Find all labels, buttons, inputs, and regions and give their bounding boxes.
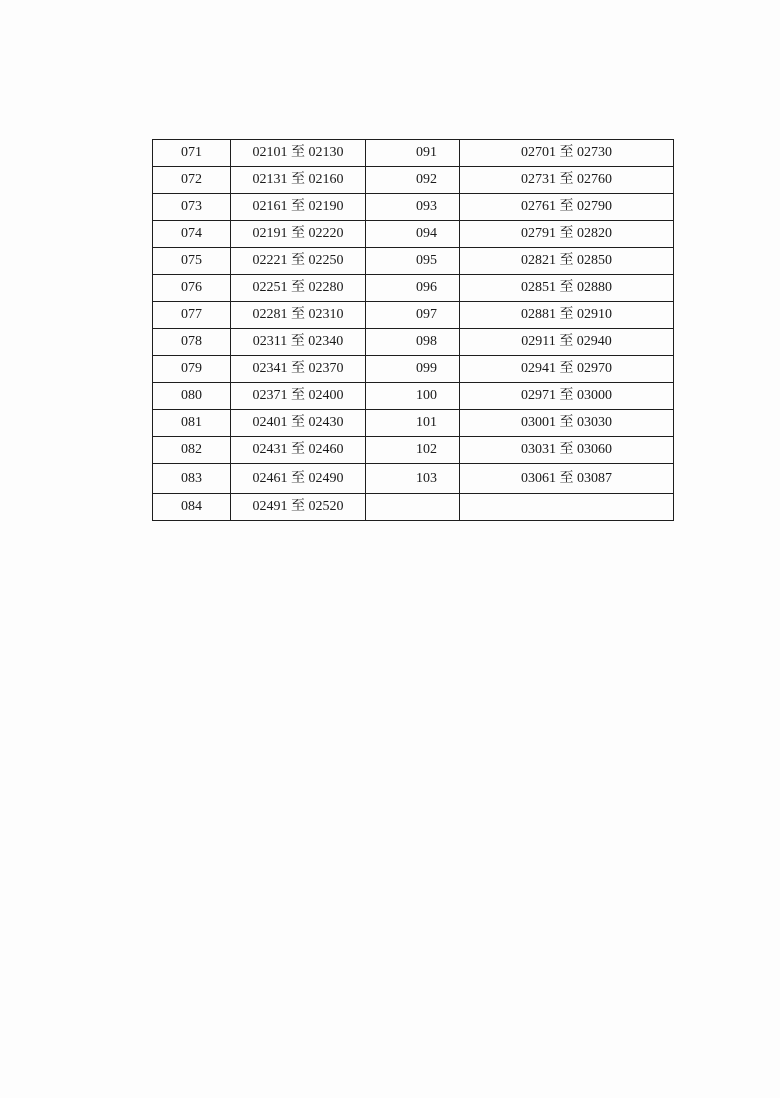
group-number-cell: 096 (366, 275, 460, 302)
range-cell: 02161 至 02190 (231, 194, 366, 221)
range-cell: 02881 至 02910 (460, 302, 674, 329)
range-cell (460, 494, 674, 521)
group-number-cell: 100 (366, 383, 460, 410)
group-number-cell: 098 (366, 329, 460, 356)
group-number-cell: 095 (366, 248, 460, 275)
range-cell: 02911 至 02940 (460, 329, 674, 356)
table-row (153, 410, 674, 437)
range-cell: 02191 至 02220 (231, 221, 366, 248)
range-cell: 02941 至 02970 (460, 356, 674, 383)
number-range-table (152, 139, 674, 521)
range-cell: 02461 至 02490 (231, 464, 366, 494)
range-cell: 02431 至 02460 (231, 437, 366, 464)
group-number-cell: 081 (153, 410, 231, 437)
table-row (153, 248, 674, 275)
group-number-cell: 076 (153, 275, 231, 302)
range-cell: 02221 至 02250 (231, 248, 366, 275)
range-cell: 02731 至 02760 (460, 167, 674, 194)
range-cell: 02761 至 02790 (460, 194, 674, 221)
range-cell: 02971 至 03000 (460, 383, 674, 410)
range-cell: 02131 至 02160 (231, 167, 366, 194)
range-cell: 02851 至 02880 (460, 275, 674, 302)
table-row (153, 221, 674, 248)
group-number-cell: 072 (153, 167, 231, 194)
range-cell: 02311 至 02340 (231, 329, 366, 356)
table-row (153, 494, 674, 521)
group-number-cell: 080 (153, 383, 231, 410)
group-number-cell: 082 (153, 437, 231, 464)
range-cell: 02491 至 02520 (231, 494, 366, 521)
range-cell: 02821 至 02850 (460, 248, 674, 275)
table-row (153, 302, 674, 329)
table-row (153, 167, 674, 194)
group-number-cell: 073 (153, 194, 231, 221)
table-row (153, 329, 674, 356)
range-cell: 02101 至 02130 (231, 140, 366, 167)
group-number-cell: 092 (366, 167, 460, 194)
range-cell: 02251 至 02280 (231, 275, 366, 302)
group-number-cell: 078 (153, 329, 231, 356)
range-cell: 02401 至 02430 (231, 410, 366, 437)
range-cell: 03031 至 03060 (460, 437, 674, 464)
range-cell: 03001 至 03030 (460, 410, 674, 437)
range-cell: 03061 至 03087 (460, 464, 674, 494)
table-row (153, 140, 674, 167)
group-number-cell (366, 494, 460, 521)
group-number-cell: 074 (153, 221, 231, 248)
table-row (153, 383, 674, 410)
table-row (153, 464, 674, 494)
group-number-cell: 093 (366, 194, 460, 221)
group-number-cell: 075 (153, 248, 231, 275)
range-cell: 02281 至 02310 (231, 302, 366, 329)
group-number-cell: 099 (366, 356, 460, 383)
group-number-cell: 101 (366, 410, 460, 437)
table-row (153, 437, 674, 464)
group-number-cell: 091 (366, 140, 460, 167)
group-number-cell: 084 (153, 494, 231, 521)
group-number-cell: 071 (153, 140, 231, 167)
range-cell: 02701 至 02730 (460, 140, 674, 167)
group-number-cell: 083 (153, 464, 231, 494)
group-number-cell: 103 (366, 464, 460, 494)
group-number-cell: 097 (366, 302, 460, 329)
table-row (153, 194, 674, 221)
table-row (153, 275, 674, 302)
range-cell: 02791 至 02820 (460, 221, 674, 248)
group-number-cell: 102 (366, 437, 460, 464)
range-cell: 02341 至 02370 (231, 356, 366, 383)
group-number-cell: 094 (366, 221, 460, 248)
table-row (153, 356, 674, 383)
group-number-cell: 079 (153, 356, 231, 383)
group-number-cell: 077 (153, 302, 231, 329)
range-cell: 02371 至 02400 (231, 383, 366, 410)
